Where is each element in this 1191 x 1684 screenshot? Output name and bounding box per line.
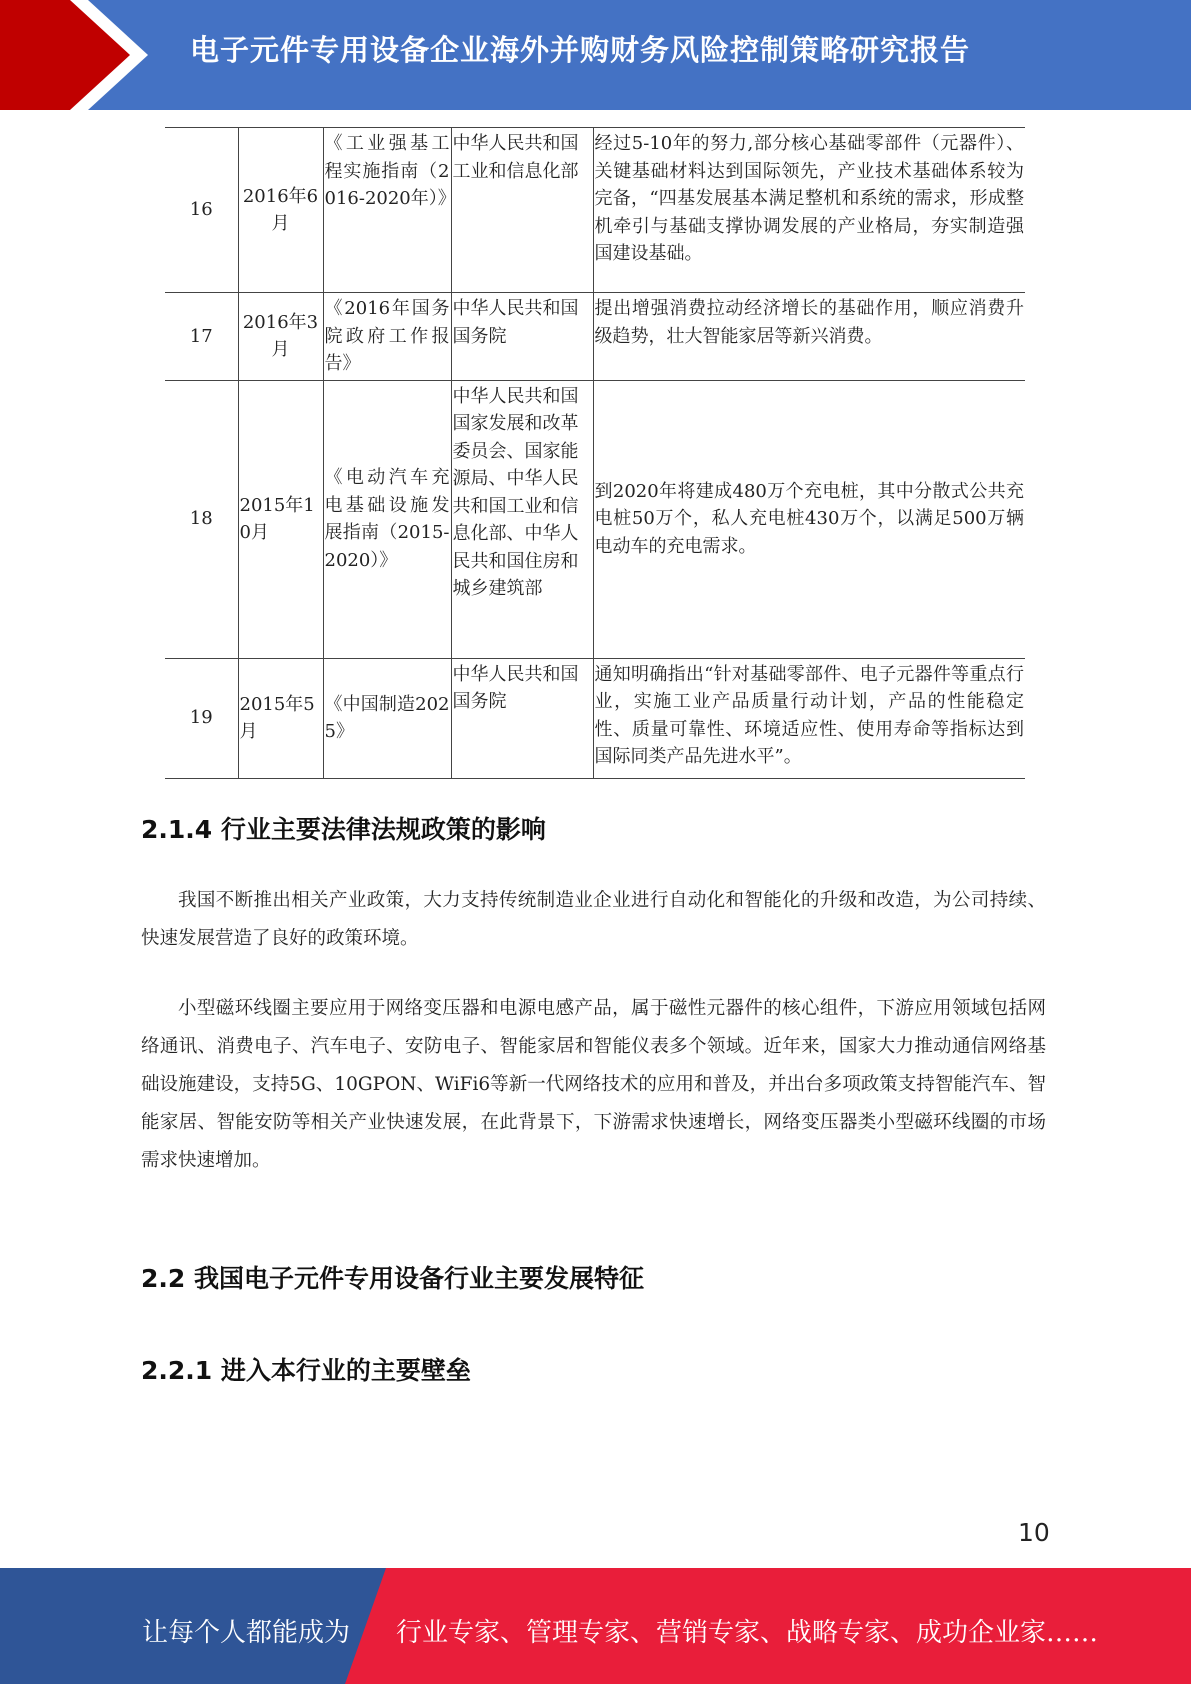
row-content: 经过5-10年的努力,部分核心基础零部件（元器件）、关键基础材料达到国际领先，产业技术基础体系较为完备，“四基发展基本满足整机和系统的需求，形成整机牵引与基础支撑协调发展的产业格局，夯实制造强国建设基础。 [593, 128, 1025, 293]
section-heading-2-2: 2.2 我国电子元件专用设备行业主要发展特征 [141, 1264, 644, 1293]
table-row [165, 380, 1025, 658]
footer-slogan-left: 让每个人都能成为 [142, 1618, 351, 1648]
paragraph: 小型磁环线圈主要应用于网络变压器和电源电感产品，属于磁性元器件的核心组件，下游应用领域包括网络通讯、消费电子、汽车电子、安防电子、智能家居和智能仪表多个领域。近年来，国家大力推动通信网络基础设施建设，支持5G、10GPON、WiFi6等新一代网络技术的应用和普及，并出台多项政策支持智能汽车、智能家居、智能安防等相关产业快速发展，在此背景下，下游需求快速增长，网络变压器类小型磁环线圈的市场需求快速增加。 [141, 998, 1046, 1171]
row-number: 17 [165, 293, 238, 381]
row-number: 16 [165, 128, 238, 293]
row-issuer: 中华人民共和国国家发展和改革委员会、国家能源局、中华人民共和国工业和信息化部、中华人民共和国住房和城乡建筑部 [451, 380, 593, 658]
row-date: 2016年6月 [238, 128, 323, 293]
row-title: 《2016年国务院政府工作报告》 [323, 293, 451, 381]
footer-slogan-right: 行业专家、管理专家、营销专家、战略专家、成功企业家…… [396, 1618, 1099, 1648]
row-date: 2015年10月 [238, 380, 323, 658]
row-date: 2015年5月 [238, 658, 323, 778]
row-number: 19 [165, 658, 238, 778]
row-issuer: 中华人民共和国工业和信息化部 [451, 128, 593, 293]
table-row [165, 658, 1025, 778]
policy-table [165, 127, 1025, 779]
row-title: 《工业强基工程实施指南（2016-2020年）》 [323, 128, 451, 293]
row-date: 2016年3月 [238, 293, 323, 381]
table-row [165, 128, 1025, 293]
page-header [0, 0, 1191, 110]
section-heading-2-1-4: 2.1.4 行业主要法律法规政策的影响 [141, 815, 546, 844]
row-title: 《电动汽车充电基础设施发展指南（2015-2020）》 [323, 380, 451, 658]
section-heading-2-2-1: 2.2.1 进入本行业的主要壁垒 [141, 1356, 471, 1385]
paragraph: 我国不断推出相关产业政策，大力支持传统制造业企业进行自动化和智能化的升级和改造，为公司持续、快速发展营造了良好的政策环境。 [141, 890, 1046, 949]
page-number: 10 [1018, 1518, 1050, 1547]
row-number: 18 [165, 380, 238, 658]
page-footer [0, 1568, 1191, 1684]
header-title: 电子元件专用设备企业海外并购财务风险控制策略研究报告 [190, 33, 971, 67]
row-content: 通知明确指出“针对基础零部件、电子元器件等重点行业，实施工业产品质量行动计划，产品的性能稳定性、质量可靠性、环境适应性、使用寿命等指标达到国际同类产品先进水平”。 [593, 658, 1025, 778]
row-issuer: 中华人民共和国国务院 [451, 293, 593, 381]
row-content: 到2020年将建成480万个充电桩，其中分散式公共充电桩50万个，私人充电桩430万个，以满足500万辆电动车的充电需求。 [593, 380, 1025, 658]
table-row [165, 293, 1025, 381]
row-title: 《中国制造2025》 [323, 658, 451, 778]
row-issuer: 中华人民共和国国务院 [451, 658, 593, 778]
row-content: 提出增强消费拉动经济增长的基础作用，顺应消费升级趋势，壮大智能家居等新兴消费。 [593, 293, 1025, 381]
